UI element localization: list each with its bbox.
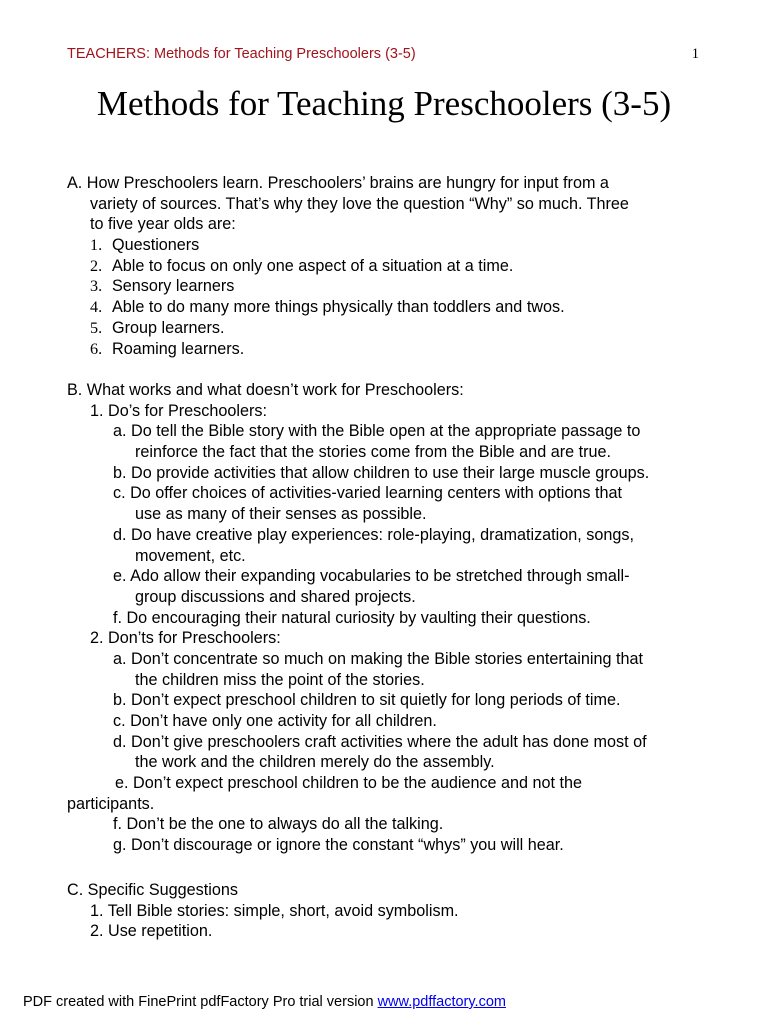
donts-heading: 2. Don’ts for Preschoolers: <box>90 629 281 648</box>
dont-item-continued: the work and the children merely do the assembly. <box>135 753 495 772</box>
section-a-text: variety of sources. That’s why they love the question “Why” so much. Three <box>90 194 629 213</box>
do-item: a. Do tell the Bible story with the Bible open at the appropriate passage to <box>113 422 641 441</box>
list-number: 5. <box>90 318 103 337</box>
section-c <box>67 880 707 942</box>
dont-item: g. Don’t discourage or ignore the constant “whys” you will hear. <box>113 836 564 855</box>
pdf-footer <box>23 994 506 1010</box>
list-number: 3. <box>90 277 103 296</box>
list-text: Sensory learners <box>112 277 235 296</box>
list-number: 4. <box>90 298 103 317</box>
list-item <box>67 256 707 277</box>
do-item-continued: use as many of their senses as possible. <box>135 505 427 524</box>
do-item-continued: group discussions and shared projects. <box>135 587 416 606</box>
list-number: 1. <box>90 236 103 255</box>
do-item-continued: movement, etc. <box>135 546 246 565</box>
do-item-continued: reinforce the fact that the stories come from the Bible and are true. <box>135 443 611 462</box>
section-b <box>67 380 707 856</box>
dont-item: e. Don’t expect preschool children to be the audience and not the <box>115 774 583 793</box>
list-text: Questioners <box>112 236 200 255</box>
dont-item: d. Don’t give preschoolers craft activities where the adult has done most of <box>113 732 647 751</box>
suggestion-item: 1. Tell Bible stories: simple, short, avoid symbolism. <box>90 901 459 920</box>
dont-item: f. Don’t be the one to always do all the talking. <box>113 815 444 834</box>
dont-item: a. Don’t concentrate so much on making the Bible stories entertaining that <box>113 649 643 668</box>
dont-item: b. Don’t expect preschool children to sit quietly for long periods of time. <box>113 691 621 710</box>
do-item: e. Ado allow their expanding vocabularies to be stretched through small- <box>113 567 630 586</box>
page-number: 1 <box>691 46 699 62</box>
footer-link[interactable]: www.pdffactory.com <box>377 994 506 1010</box>
running-header: TEACHERS: Methods for Teaching Preschoolers (3-5) <box>67 46 416 62</box>
dos-heading: 1. Do’s for Preschoolers: <box>90 401 267 420</box>
dont-item-continued: the children miss the point of the stories. <box>135 670 425 689</box>
section-b-heading: B. What works and what doesn’t work for Preschoolers: <box>67 381 464 399</box>
page-title: Methods for Teaching Preschoolers (3-5) <box>96 84 672 123</box>
list-text: Roaming learners. <box>112 339 245 358</box>
do-item: f. Do encouraging their natural curiosity by vaulting their questions. <box>113 608 591 627</box>
section-a <box>67 173 707 359</box>
suggestion-item: 2. Use repetition. <box>90 922 213 941</box>
list-item <box>67 339 707 360</box>
list-item <box>67 235 707 256</box>
do-item: c. Do offer choices of activities-varied learning centers with options that <box>113 484 622 503</box>
dont-item: c. Don’t have only one activity for all children. <box>113 712 437 730</box>
list-number: 2. <box>90 256 103 275</box>
list-item <box>67 318 707 339</box>
do-item: d. Do have creative play experiences: role-playing, dramatization, songs, <box>113 525 634 544</box>
list-text: Group learners. <box>112 318 225 337</box>
list-item <box>67 276 707 297</box>
list-item <box>67 297 707 318</box>
section-a-heading: A. How Preschoolers learn. Preschoolers’ brains are hungry for input from a <box>67 174 609 192</box>
section-a-text: to five year olds are: <box>90 215 236 234</box>
list-number: 6. <box>90 339 103 358</box>
section-c-heading: C. Specific Suggestions <box>67 881 238 899</box>
dont-item-continued: participants. <box>67 794 155 813</box>
footer-text: PDF created with FinePrint pdfFactory Pro trial version <box>23 994 378 1010</box>
do-item: b. Do provide activities that allow children to use their large muscle groups. <box>113 463 650 482</box>
list-text: Able to do many more things physically than toddlers and twos. <box>112 298 565 317</box>
list-text: Able to focus on only one aspect of a situation at a time. <box>112 256 514 275</box>
